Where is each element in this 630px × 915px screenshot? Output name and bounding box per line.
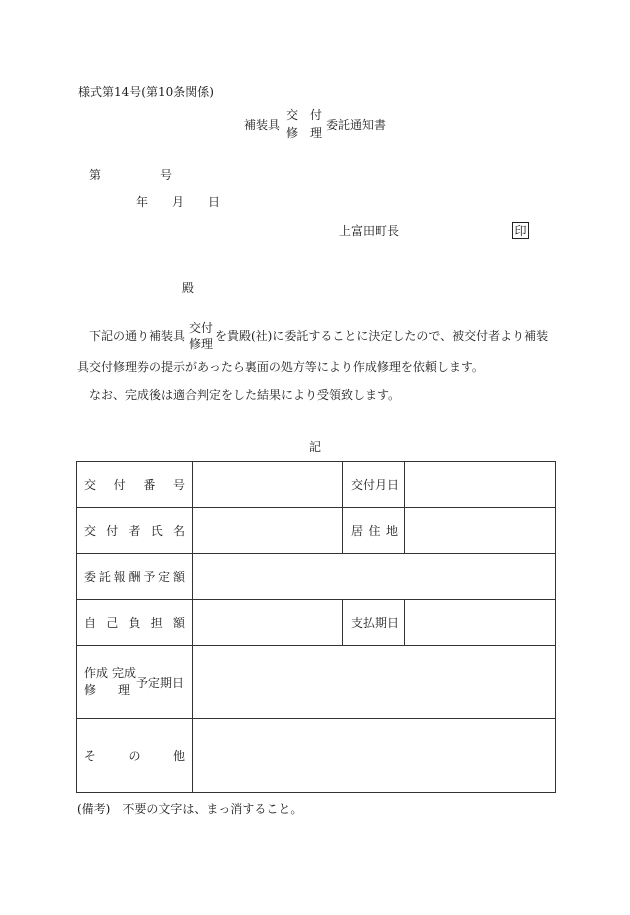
body-options: [189, 322, 213, 350]
body-option-issue: 交付: [189, 321, 214, 335]
title-prefix: 補装具: [244, 118, 281, 132]
seal-mark: 印: [512, 222, 529, 239]
self-pay-field: [193, 600, 343, 646]
body-line3: なお、完成後は適合判定をした結果により受領致します。: [89, 388, 401, 402]
addressee-suffix: 殿: [182, 281, 195, 295]
schedule-label: [77, 665, 192, 699]
ki-heading: 記: [309, 440, 322, 454]
table-row: [77, 554, 556, 600]
number-go: 号: [160, 168, 173, 182]
address-field: [405, 508, 556, 554]
table-row: [77, 646, 556, 719]
date-month: 月: [172, 195, 185, 209]
fee-label: 委 託 報 酬 予 定 額: [84, 570, 185, 584]
date-day: 日: [208, 195, 221, 209]
schedule-create: 作成: [84, 666, 109, 681]
other-field: [193, 719, 556, 793]
issue-number-field: [193, 462, 343, 508]
title-suffix: 委託通知書: [326, 118, 387, 132]
body-option-repair: 修理: [189, 337, 214, 351]
title-options: [286, 109, 322, 139]
schedule-field: [193, 646, 556, 719]
body-line1-after: を貴殿(社)に委託することに決定したので、被交付者より補装: [215, 329, 549, 343]
schedule-repair-1: 修: [84, 683, 97, 697]
body-line1-before: 下記の通り補装具: [89, 329, 186, 343]
issue-date-field: [405, 462, 556, 508]
other-label: そ の 他: [84, 749, 185, 763]
pay-date-field: [405, 600, 556, 646]
self-pay-label: 自 己 負 担 額: [84, 616, 185, 630]
recipient-name-field: [193, 508, 343, 554]
fee-field: [193, 554, 556, 600]
form-number: 様式第14号(第10条関係): [78, 85, 214, 99]
issue-date-label: 交 付 月 日: [351, 478, 400, 492]
recipient-name-label: 交 付 者 氏 名: [84, 524, 185, 538]
address-label: 居 住 地: [351, 524, 398, 538]
table-row: [77, 462, 556, 508]
title-option-repair: 修 理: [286, 126, 323, 140]
date-year: 年: [136, 195, 149, 209]
table-row: [77, 719, 556, 793]
table-row: [77, 600, 556, 646]
body-line2: 具交付修理券の提示があったら裏面の処方等により作成修理を依頼します。: [77, 360, 484, 374]
schedule-suffix: 予定期日: [136, 675, 185, 690]
schedule-complete: 完成: [111, 666, 136, 681]
issue-number-label: 交 付 番 号: [84, 478, 185, 492]
schedule-repair-2: 理: [117, 683, 130, 697]
table-row: [77, 508, 556, 554]
remarks-note: (備考) 不要の文字は、まっ消すること。: [77, 802, 303, 816]
issuer-name: 上富田町長: [339, 224, 400, 238]
title-option-issue: 交 付: [286, 108, 323, 122]
pay-date-label: 支 払 期 日: [351, 616, 400, 630]
record-table: [76, 461, 556, 793]
number-dai: 第: [89, 168, 102, 182]
